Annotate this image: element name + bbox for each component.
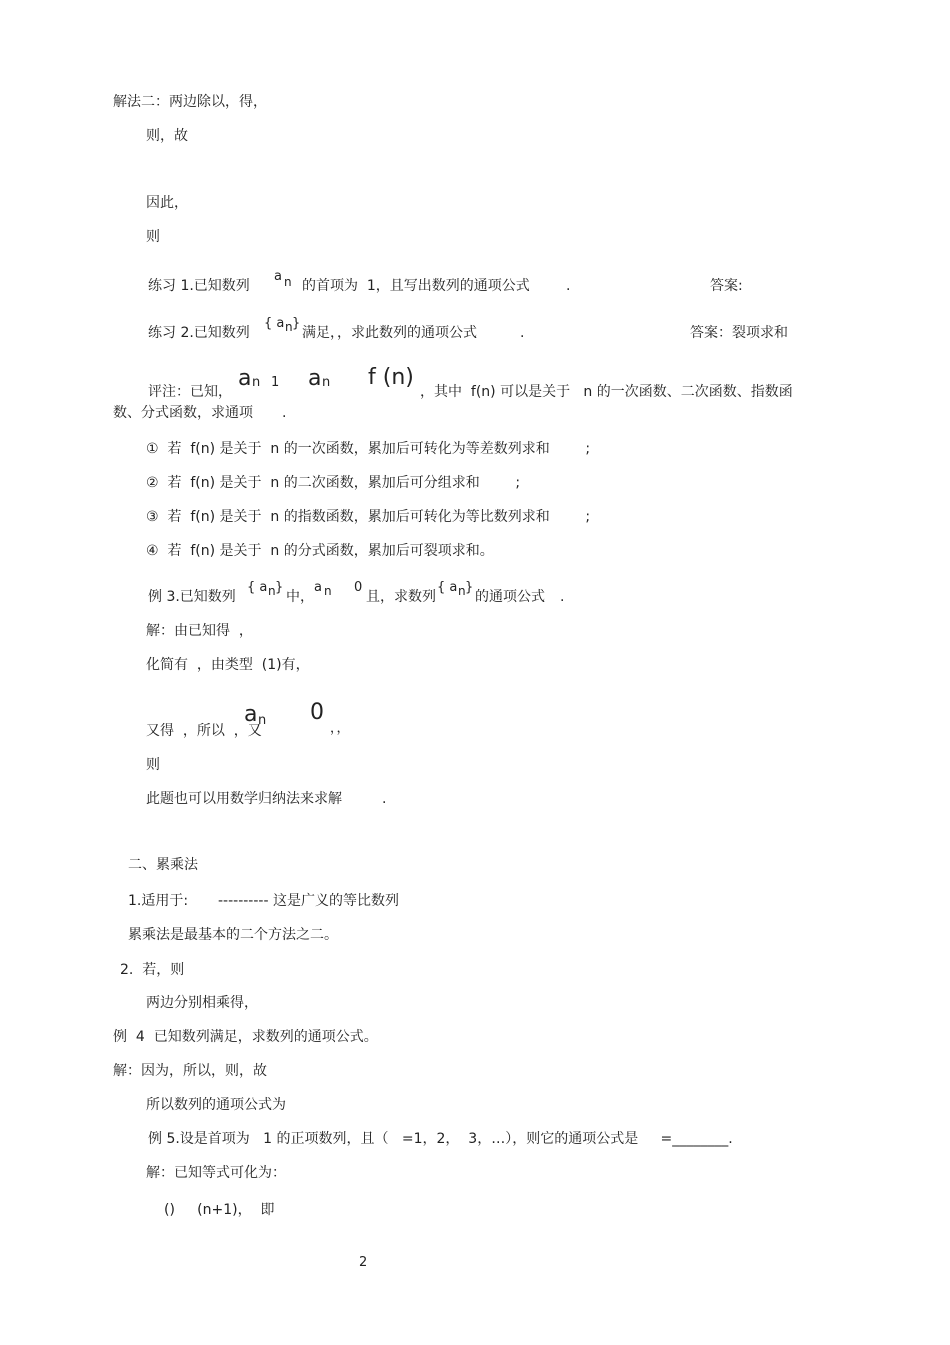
- math-a: a: [238, 366, 252, 391]
- math-subscript: n: [284, 275, 292, 289]
- period: .: [382, 791, 387, 807]
- list-item-3: ③ 若 f(n) 是关于 n 的指数函数，累加后可转化为等比数列求和 ;: [146, 509, 591, 525]
- solution-5: 解：已知等式可化为：: [146, 1165, 286, 1181]
- applies-to-label: 1.适用于:: [128, 893, 189, 909]
- list-item-2: ② 若 f(n) 是关于 n 的二次函数，累加后可分组求和 ;: [146, 475, 521, 491]
- section-heading: 二、累乘法: [128, 857, 198, 873]
- period: .: [566, 278, 571, 294]
- line-then: 则，故: [146, 128, 188, 144]
- math-function: f (n): [368, 365, 414, 390]
- answer-label: 答案：裂项求和: [690, 325, 788, 341]
- math-subscript: n: [268, 584, 276, 598]
- math-subscript: n: [322, 375, 331, 390]
- math-a: a: [244, 702, 258, 727]
- answer-label: 答案:: [710, 278, 743, 294]
- solution-5-equation: () (n+1)， 即: [164, 1202, 275, 1218]
- math-one: 1: [271, 375, 280, 390]
- example-5: 例 5.设是首项为 1 的正项数列，且（ =1，2， 3，…），则它的通项公式是 =________.: [148, 1131, 733, 1147]
- math-subscript: n: [252, 375, 261, 390]
- math-commas: ，，: [330, 721, 350, 736]
- line-solution2: 解法二：两边除以，得，: [113, 94, 267, 110]
- solution-3-line-5: 此题也可以用数学归纳法来求解: [146, 791, 342, 807]
- math-set-close: }: [292, 316, 301, 331]
- example-3-mid: 中，: [286, 589, 314, 605]
- multiply-both-sides: 两边分别相乘得，: [146, 995, 258, 1011]
- period: .: [282, 405, 287, 421]
- solution-3-line-2: 化简有 ，由类型 (1)有，: [146, 657, 310, 673]
- math-zero: 0: [310, 700, 324, 725]
- example-3-prefix: 例 3.已知数列: [148, 589, 236, 605]
- exercise-1-text: 的首项为 1，且写出数列的通项公式: [302, 278, 530, 294]
- method-description: 累乘法是最基本的二个方法之二。: [128, 927, 338, 943]
- math-subscript: n: [324, 584, 332, 598]
- math-a: a: [314, 580, 322, 595]
- math-zero: 0: [354, 580, 363, 595]
- math-subscript: n: [258, 713, 267, 728]
- note-continuation: 数、分式函数，求通项: [113, 405, 253, 421]
- example-3-text: 且，求数列: [366, 589, 436, 605]
- math-set-open: { a: [437, 580, 458, 595]
- period: .: [520, 325, 525, 341]
- note-prefix: 评注：已知，: [148, 384, 232, 400]
- step-2: 2. 若，则: [120, 962, 185, 978]
- exercise-2-text: 满足，，求此数列的通项公式: [302, 325, 477, 341]
- solution-4: 解：因为，所以，则，故: [113, 1063, 267, 1079]
- applies-to-text: ---------- 这是广义的等比数列: [218, 893, 399, 909]
- math-set-close: }: [465, 580, 474, 595]
- math-a: a: [274, 269, 282, 284]
- page-number: 2: [359, 1255, 368, 1270]
- example-4: 例 4 已知数列满足，求数列的通项公式。: [113, 1029, 378, 1045]
- period: .: [560, 589, 565, 605]
- list-item-4: ④ 若 f(n) 是关于 n 的分式函数，累加后可裂项求和。: [146, 543, 494, 559]
- line-therefore: 因此，: [146, 195, 188, 211]
- exercise-1-prefix: 练习 1.已知数列: [148, 278, 250, 294]
- math-set-open: { a: [247, 580, 268, 595]
- line-then-2: 则: [146, 229, 160, 245]
- exercise-2-prefix: 练习 2.已知数列: [148, 325, 250, 341]
- math-set-open: { a: [264, 316, 285, 331]
- solution-3-line-3-text: 又得 ，所以 ，又: [146, 723, 262, 739]
- solution-3-line-4: 则: [146, 757, 160, 773]
- example-3-tail: 的通项公式: [475, 589, 545, 605]
- list-item-1: ① 若 f(n) 是关于 n 的一次函数，累加后可转化为等差数列求和 ;: [146, 441, 591, 457]
- note-text: ，其中 f(n) 可以是关于 n 的一次函数、二次函数、指数函: [420, 384, 793, 400]
- math-subscript: n: [458, 584, 466, 598]
- math-set-close: }: [275, 580, 284, 595]
- solution-4-result: 所以数列的通项公式为: [146, 1097, 286, 1113]
- math-a: a: [308, 366, 322, 391]
- solution-3-line-1: 解：由已知得 ，: [146, 623, 253, 639]
- math-subscript: n: [285, 320, 293, 334]
